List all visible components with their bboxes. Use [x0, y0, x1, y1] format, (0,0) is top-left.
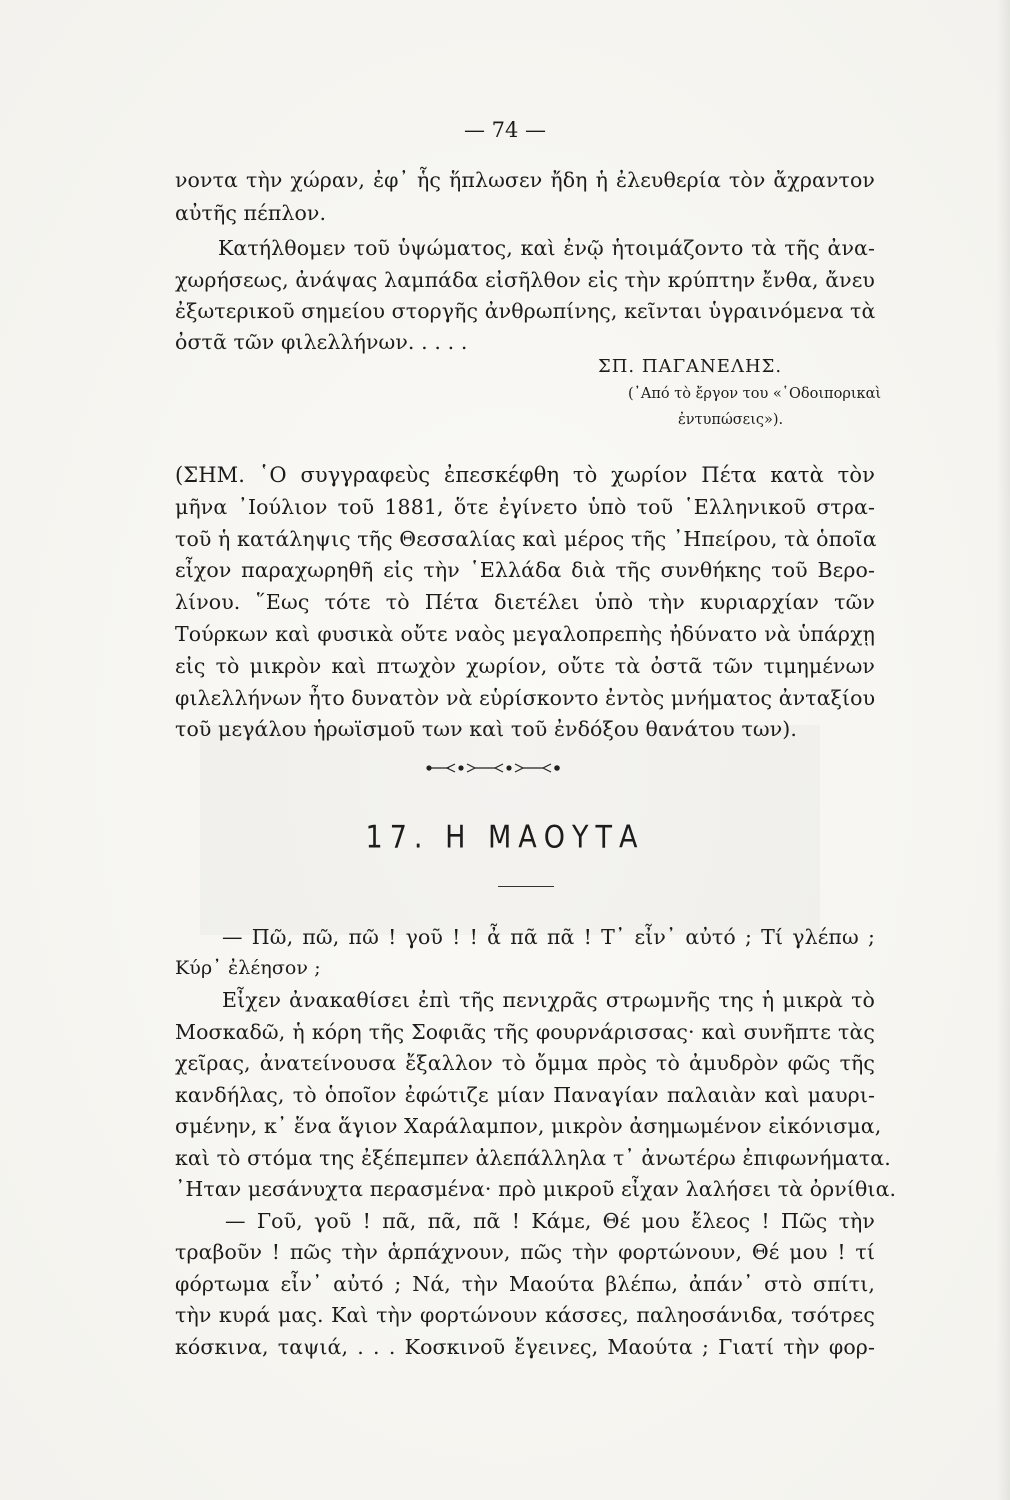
source-citation: (᾽Από τὸ ἔργον του «῾Οδοιπορικαὶ: [628, 386, 882, 402]
source-citation: ἐντυπώσεις»).: [678, 412, 784, 428]
story-line: Εἶχεν ἀνακαθίσει ἐπὶ τῆς πενιχρᾶς στρωμνῆς της ἡ μικρὰ τὸ: [222, 988, 875, 1012]
page-edge-shadow: [996, 0, 1010, 1500]
title-rule: [498, 886, 554, 887]
note-line: μῆνα ᾽Ιούλιον τοῦ 1881, ὅτε ἐγίνετο ὑπὸ τοῦ ῾Ελληνικοῦ στρα-: [175, 495, 875, 519]
note-line: εἰς τὸ μικρὸν καὶ πτωχὸν χωρίον, οὔτε τὰ ὀστᾶ τῶν τιμημένων: [175, 654, 875, 678]
note-line: τοῦ ἡ κατάληψις τῆς Θεσσαλίας καὶ μέρος τῆς ᾽Ηπείρου, τὰ ὁποῖα: [175, 527, 877, 551]
story-line: καὶ τὸ στόμα της ἐξέπεμπεν ἀλεπάλληλα τ᾽ ἀνωτέρω ἐπιφωνήματα.: [175, 1146, 891, 1170]
story-line: Κύρ᾽ ἐλέησον ;: [175, 957, 321, 979]
story-line: — Γοῦ, γοῦ ! πᾶ, πᾶ, πᾶ ! Κάμε, Θέ μου ἔλεος ! Πῶς τὴν: [225, 1209, 875, 1233]
ornament-divider: [425, 760, 585, 776]
note-line: φιλελλήνων ἦτο δυνατὸν νὰ εὑρίσκοντο ἐντὸς μνήματος ἀνταξίου: [175, 686, 876, 710]
text-line: ὀστᾶ τῶν φιλελλήνων. . . . .: [175, 330, 468, 354]
text-line: Κατήλθομεν τοῦ ὑψώματος, καὶ ἐνῷ ἡτοιμάζοντο τὰ τῆς ἀνα-: [218, 236, 875, 260]
note-line: (ΣΗΜ. ῾Ο συγγραφεὺς ἐπεσκέφθη τὸ χωρίον Πέτα κατὰ τὸν: [175, 463, 875, 487]
story-line: — Πῶ, πῶ, πῶ ! γοῦ ! ! ἆ πᾶ πᾶ ! Τ᾽ εἶν᾽ αὐτό ; Τί γλέπω ;: [222, 925, 875, 949]
story-line: τὴν κυρά μας. Καὶ τὴν φορτώνουν κάσσες, παληοσάνιδα, τσότρες: [175, 1303, 875, 1327]
text-line: νοντα τὴν χώραν, ἐφ᾽ ἧς ἥπλωσεν ἤδη ἡ ἐλευθερία τὸν ἄχραντον: [175, 168, 875, 192]
story-line: σμένην, κ᾽ ἕνα ἅγιον Χαράλαμπον, μικρὸν ἀσημωμένον εἰκόνισμα,: [175, 1114, 882, 1138]
text-line: χωρήσεως, ἀνάψας λαμπάδα εἰσῆλθον εἰς τὴν κρύπτην ἔνθα, ἄνευ: [175, 268, 875, 292]
note-line: τοῦ μεγάλου ἡρωϊσμοῦ των καὶ τοῦ ἐνδόξου θανάτου των).: [175, 717, 797, 741]
chapter-title: 17. Η ΜΑΟΥΤΑ: [365, 819, 645, 856]
story-line: κανδήλας, τὸ ὁποῖον ἐφώτιζε μίαν Παναγίαν παλαιὰν καὶ μαυρι-: [175, 1083, 875, 1107]
note-line: Τούρκων καὶ φυσικὰ οὔτε ναὸς μεγαλοπρεπὴς ἠδύνατο νὰ ὑπάρχῃ: [175, 622, 875, 646]
text-line: αὐτῆς πέπλον.: [175, 201, 327, 225]
story-line: κόσκινα, ταψιά, . . . Κοσκινοῦ ἔγεινες, Μαούτα ; Γιατί τὴν φορ-: [175, 1335, 875, 1359]
text-line: ἐξωτερικοῦ σημείου στοργῆς ἀνθρωπίνης, κεῖνται ὑγραινόμενα τὰ: [175, 299, 876, 323]
story-line: Μοσκαδῶ, ἡ κόρη τῆς Σοφιᾶς τῆς φουρνάρισσας· καὶ συνῆπτε τὰς: [175, 1020, 875, 1044]
story-line: φόρτωμα εἶν᾽ αὐτό ; Νά, τὴν Μαούτα βλέπω, ἀπάν᾽ στὸ σπίτι,: [175, 1272, 875, 1296]
note-line: λίνου. ῞Εως τότε τὸ Πέτα διετέλει ὑπὸ τὴν κυριαρχίαν τῶν: [175, 590, 875, 614]
story-line: ᾽Ηταν μεσάνυχτα περασμένα· πρὸ μικροῦ εἶχαν λαλήσει τὰ ὀρνίθια.: [175, 1177, 897, 1201]
note-line: εἶχον παραχωρηθῆ εἰς τὴν ῾Ελλάδα διὰ τῆς συνθήκης τοῦ Βερο-: [175, 558, 875, 582]
page-number: — 74 —: [463, 118, 547, 142]
story-line: χεῖρας, ἀνατείνουσα ἔξαλλον τὸ ὄμμα πρὸς τὸ ἀμυδρὸν φῶς τῆς: [175, 1051, 875, 1075]
author-signature: ΣΠ. ΠΑΓΑΝΕΛΗΣ.: [598, 356, 783, 377]
story-line: τραβοῦν ! πῶς τὴν ἁρπάχνουν, πῶς τὴν φορτώνουν, Θέ μου ! τί: [175, 1240, 875, 1264]
